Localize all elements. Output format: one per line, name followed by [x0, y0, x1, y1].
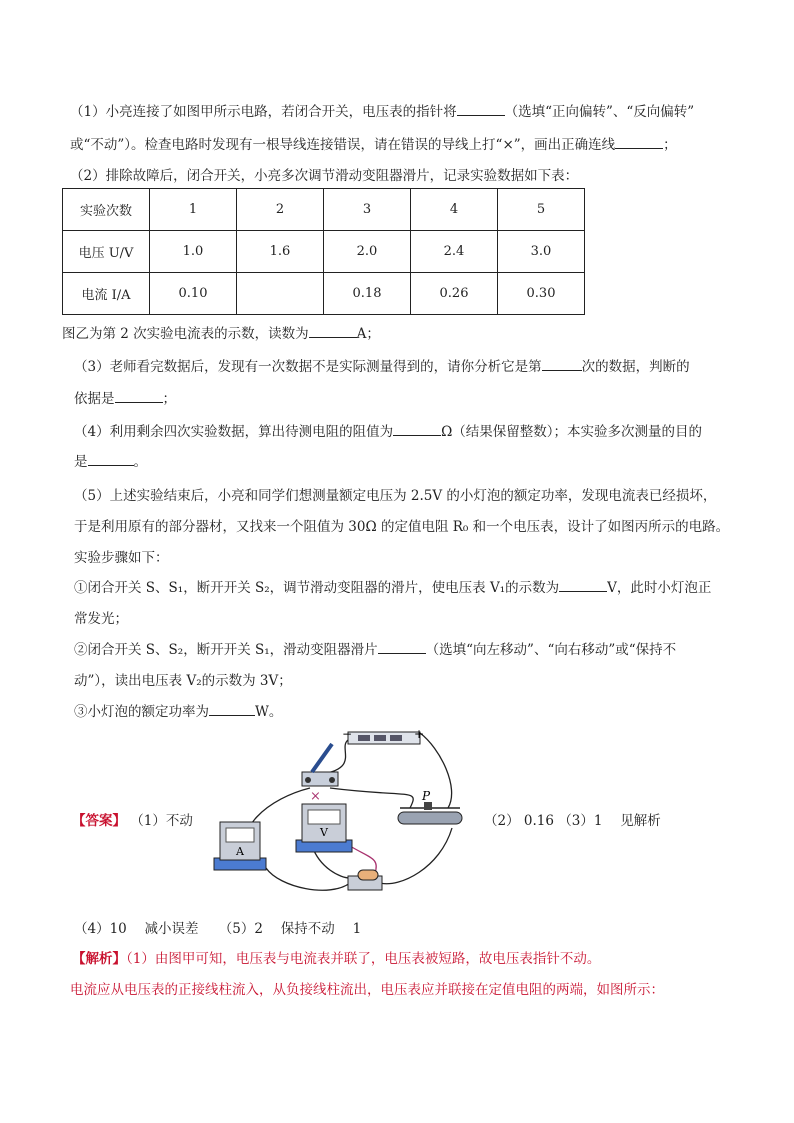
table-cell: 0.10 [150, 273, 237, 315]
table-cell: 1.0 [150, 231, 237, 273]
answer-blank [115, 402, 163, 403]
q4-text-b: Ω（结果保留整数）；本实验多次测量的目的 [441, 424, 703, 440]
q1-text-d: ； [663, 137, 677, 153]
slider-label: P [422, 789, 431, 803]
table-cell [237, 273, 324, 315]
analysis-line1 [72, 947, 600, 967]
q5-line1: （5）上述实验结束后，小亮和同学们想测量额定电压为 2.5V 的小灯泡的额定功率，发现电流表已经损坏， [74, 488, 717, 504]
q2-text-a: 图乙为第 2 次实验电流表的示数，读数为 [62, 326, 309, 342]
q1-text-b: （选填“正向偏转”、“反向偏转” [504, 104, 695, 120]
answer-blank [209, 715, 255, 716]
table-header-cell: 4 [411, 189, 498, 231]
table-header-cell: 1 [150, 189, 237, 231]
answer-line1 [72, 809, 193, 829]
table-header-cell: 5 [498, 189, 585, 231]
analysis-tag: 【解析】 [72, 951, 126, 967]
answer-blank [457, 115, 505, 116]
table-header-cell: 2 [237, 189, 324, 231]
circuit-figure [210, 728, 475, 898]
table-row [63, 189, 585, 231]
q5-step1 [74, 576, 711, 596]
q2-text-b: A； [356, 326, 380, 342]
voltmeter-label: V [320, 826, 328, 839]
q3-line2 [74, 387, 176, 407]
q1-text-c: 或“不动”）。检查电路时发现有一根导线连接错误，请在错误的导线上打“×”，画出正确连线 [70, 137, 616, 153]
answer-blank [88, 465, 134, 466]
table-row [63, 231, 585, 273]
q5-step2 [74, 638, 676, 658]
q2-after [62, 322, 380, 342]
answer-line2: （4）10 减小误差 （5）2 保持不动 1 [74, 921, 362, 937]
switch-icon [302, 744, 338, 786]
q4-text-c: 是 [74, 454, 88, 470]
q4-line1 [74, 420, 702, 440]
q3-text-a: （3）老师看完数据后，发现有一次数据不是实际测量得到的，请你分析它是第 [74, 359, 542, 375]
q5-step3-a: ③小灯泡的额定功率为 [74, 704, 209, 720]
answer-tag: 【答案】 [72, 813, 126, 829]
data-table [62, 188, 585, 315]
q5-step1-cont: 常发光； [74, 611, 128, 627]
q5-step1-b: V，此时小灯泡正 [607, 580, 712, 596]
table-header-cell: 3 [324, 189, 411, 231]
q3-text-c: 依据是 [74, 391, 115, 407]
rheostat-icon [398, 802, 462, 824]
battery-icon [348, 732, 420, 744]
answer-blank [615, 148, 663, 149]
q5-step1-a: ①闭合开关 S、S₁，断开开关 S₂，调节滑动变阻器的滑片，使电压表 V₁的示数为 [74, 580, 560, 596]
analysis-text1: （1）由图甲可知，电压表与电流表并联了，电压表被短路，故电压表指针不动。 [126, 951, 601, 967]
corrected-wire [350, 846, 376, 873]
answer-blank [378, 653, 426, 654]
q4-line2 [74, 450, 147, 470]
table-header-cell: 实验次数 [63, 189, 150, 231]
table-cell: 0.26 [411, 273, 498, 315]
q4-text-a: （4）利用剩余四次实验数据，算出待测电阻的阻值为 [74, 424, 394, 440]
table-cell: 3.0 [498, 231, 585, 273]
q1-text-a: （1）小亮连接了如图甲所示电路，若闭合开关，电压表的指针将 [70, 104, 457, 120]
plus-sign: + [414, 728, 425, 741]
answer-blank [393, 435, 441, 436]
resistor-icon [348, 870, 382, 890]
table-cell: 0.30 [498, 273, 585, 315]
table-cell: 1.6 [237, 231, 324, 273]
analysis-line2: 电流应从电压表的正接线柱流入，从负接线柱流出，电压表应并联接在定值电阻的两端，如图所示： [70, 982, 664, 998]
q4-text-d: 。 [133, 454, 147, 470]
table-cell: 2.0 [324, 231, 411, 273]
answer-part2: （2） 0.16 （3）1 见解析 [484, 813, 661, 829]
answer-part1: （1）不动 [130, 813, 193, 829]
table-cell: 0.18 [324, 273, 411, 315]
table-row-label: 电压 U/V [63, 231, 150, 273]
q1-line2 [70, 133, 677, 153]
q5-line2: 于是利用原有的部分器材，又找来一个阻值为 30Ω 的定值电阻 R₀ 和一个电压表，设计了如图丙所示的电路。 [74, 519, 730, 535]
q3-text-b: 次的数据，判断的 [581, 359, 690, 375]
q5-line3: 实验步骤如下： [74, 550, 169, 566]
cross-mark: × [310, 789, 321, 804]
answer-blank [309, 337, 357, 338]
minus-sign: − [342, 728, 353, 741]
q5-step2-a: ②闭合开关 S、S₂，断开开关 S₁，滑动变阻器滑片 [74, 642, 378, 658]
q5-step3-b: W。 [255, 704, 283, 720]
table-cell: 2.4 [411, 231, 498, 273]
q5-step3 [74, 700, 282, 720]
q2-intro: （2）排除故障后，闭合开关，小亮多次调节滑动变阻器滑片，记录实验数据如下表： [70, 168, 579, 184]
q3-text-d: ； [162, 391, 176, 407]
q5-step2-cont: 动”），读出电压表 V₂的示数为 3V； [74, 673, 292, 689]
ammeter-label: A [236, 845, 244, 858]
q1-line1 [70, 100, 694, 120]
q5-step2-b: （选填“向左移动”、“向右移动”或“保持不 [425, 642, 677, 658]
q3-line1 [74, 355, 690, 375]
table-row-label: 电流 I/A [63, 273, 150, 315]
answer-blank [559, 591, 607, 592]
table-row [63, 273, 585, 315]
answer-blank [542, 370, 582, 371]
